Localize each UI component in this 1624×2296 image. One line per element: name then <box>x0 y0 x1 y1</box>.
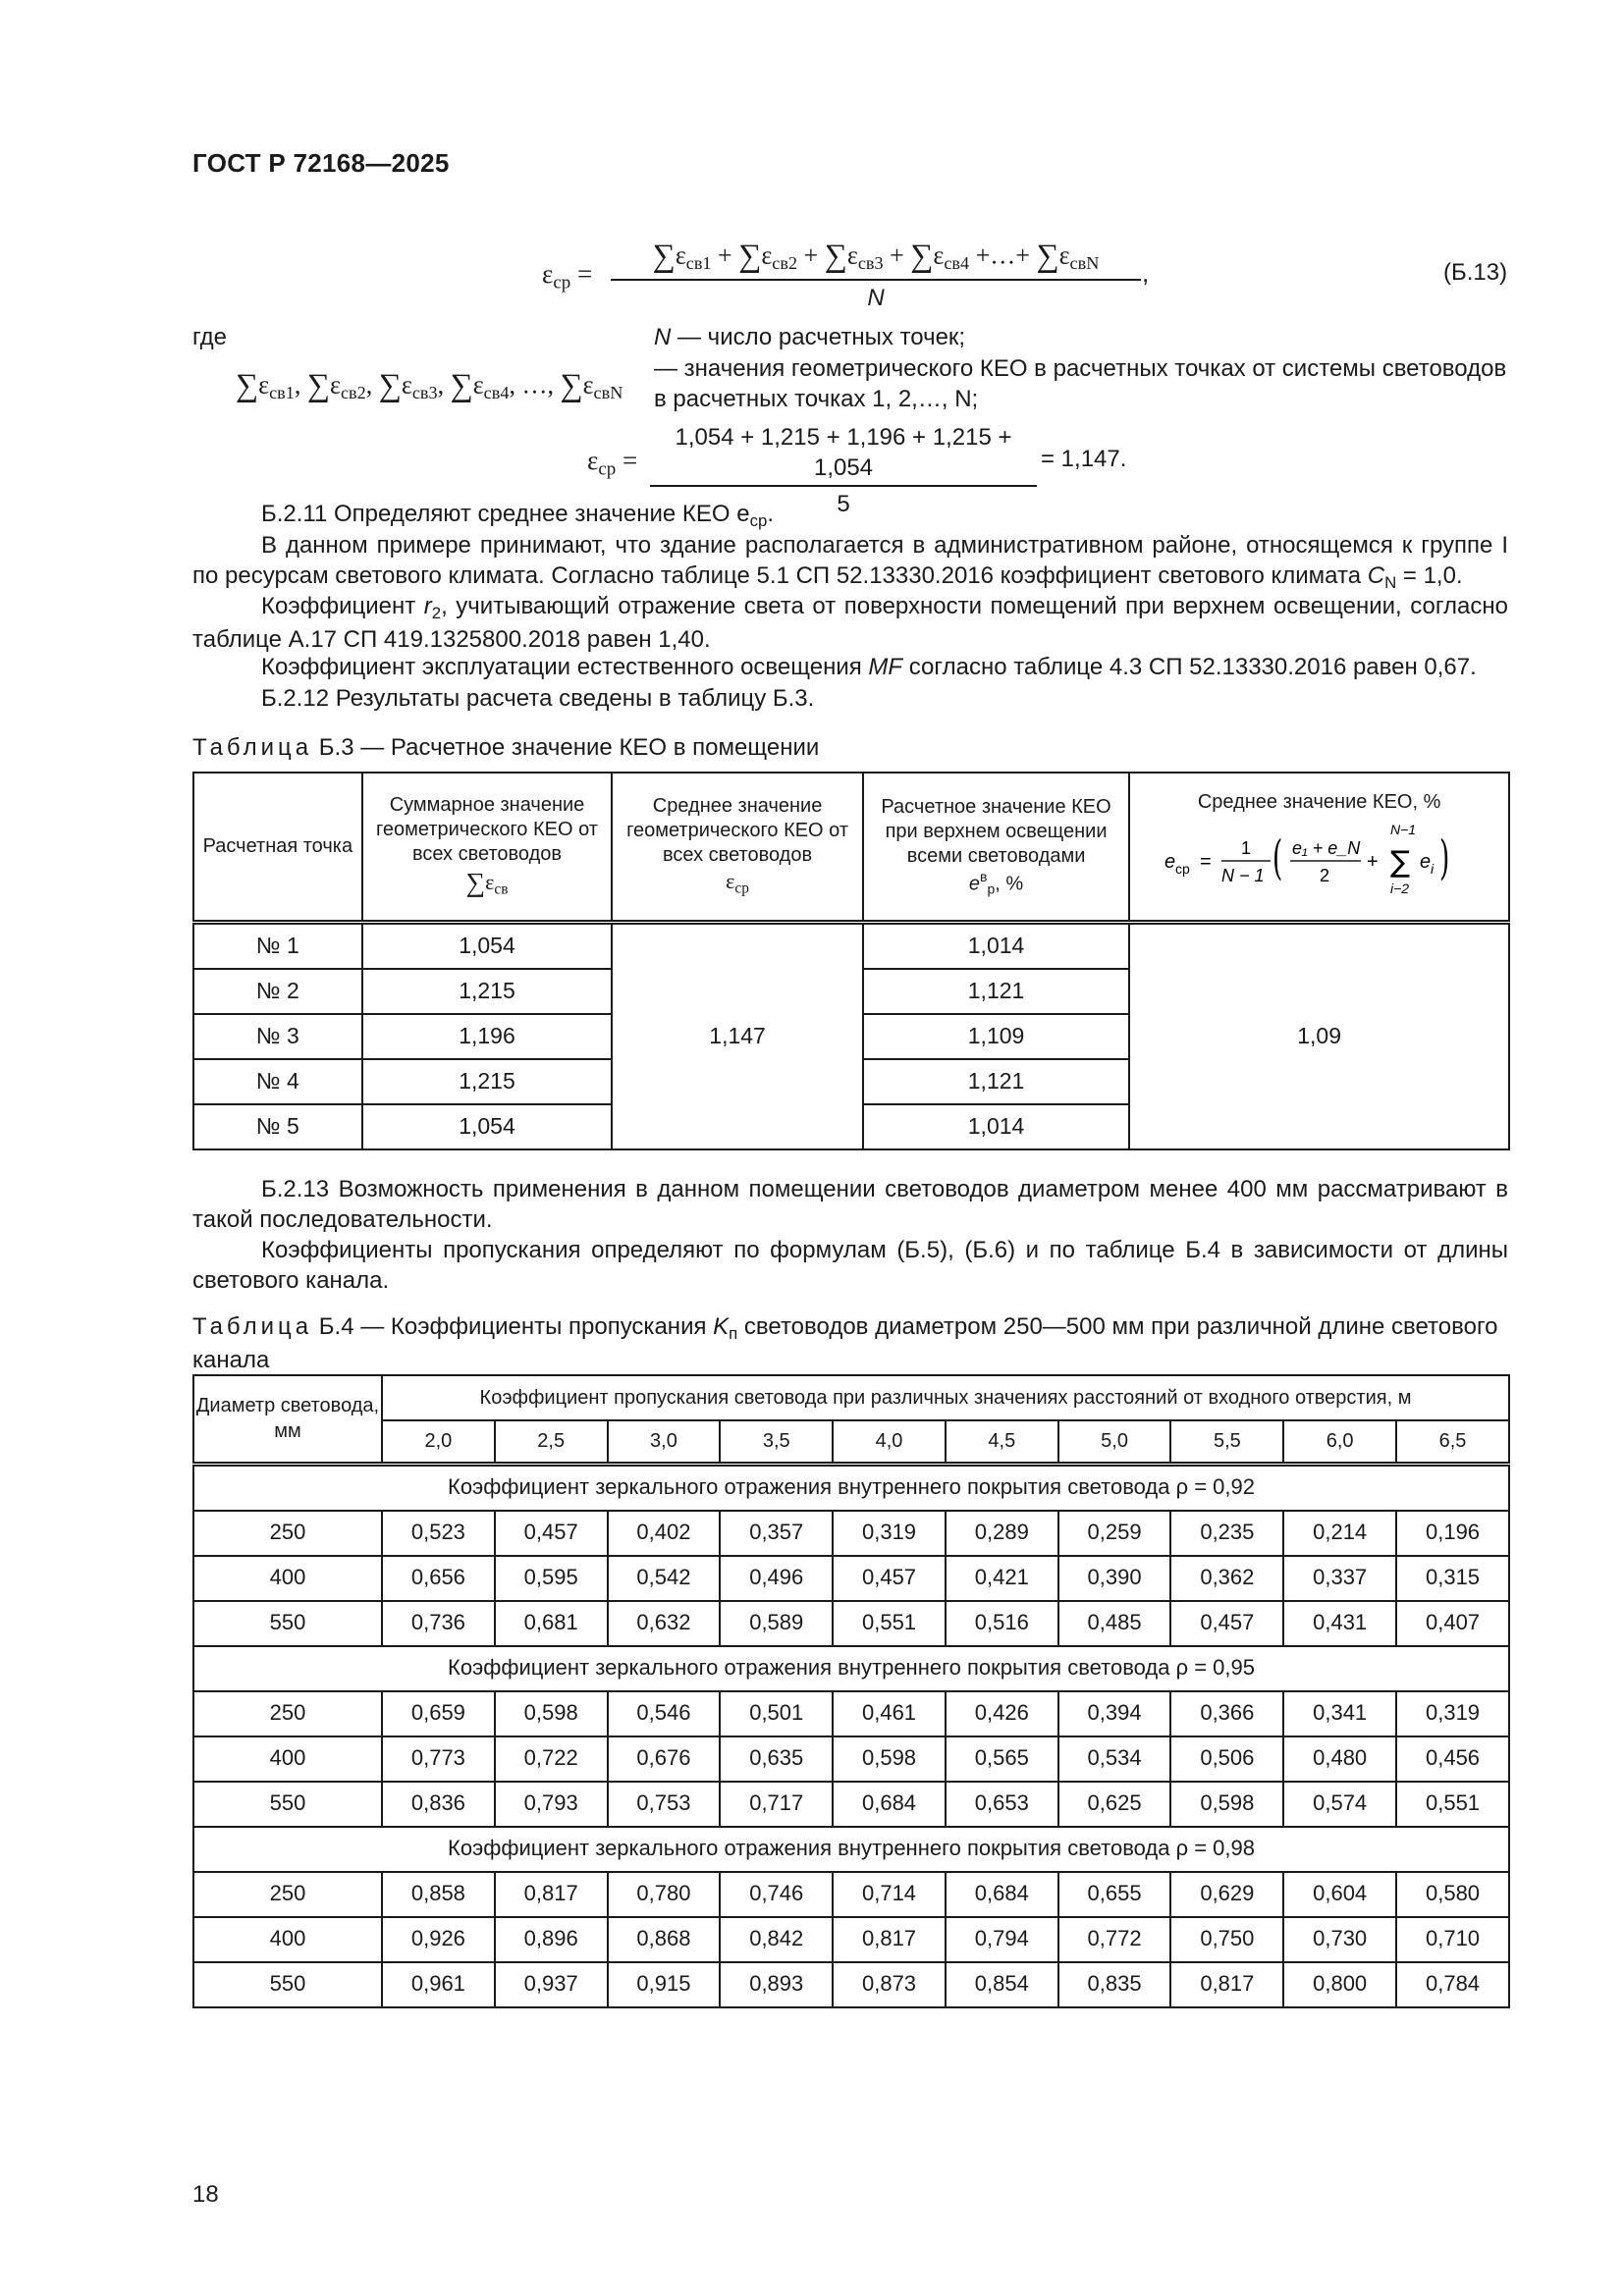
cell-sky: 1,109 <box>863 1014 1129 1059</box>
cell-value: 0,817 <box>1170 1962 1283 2007</box>
cell-value: 0,684 <box>833 1782 946 1827</box>
where-sum-description: — значения геометрического КЕО в расчетных точках от системы световодов в расчетных точках 1, 2,…, N; <box>654 355 1507 413</box>
cell-value: 0,289 <box>946 1511 1058 1556</box>
calc-lhs: $\varepsilon_{ср}$ = <box>587 446 638 480</box>
cell-diameter: 550 <box>193 1601 382 1646</box>
cell-sum: 1,215 <box>362 969 613 1014</box>
svg-text:N−1: N−1 <box>1389 821 1416 837</box>
cell-value: 0,800 <box>1283 1962 1396 2007</box>
cell-value: 0,542 <box>608 1556 721 1601</box>
cell-value: 0,625 <box>1058 1782 1171 1827</box>
cell-point: № 1 <box>193 922 362 969</box>
cell-diameter: 250 <box>193 1511 382 1556</box>
cell-value: 0,589 <box>720 1601 833 1646</box>
formula-b13-comma: , <box>1142 258 1150 288</box>
cell-sky: 1,121 <box>863 1059 1129 1104</box>
group-title: Коэффициент зеркального отражения внутреннего покрытия световода ρ = 0,98 <box>193 1827 1509 1872</box>
cell-value: 0,750 <box>1170 1917 1283 1962</box>
paragraph-r2: Коэффициент $r_2$, учитывающий отражение света от поверхности помещений при верхнем освещении, согласно таблице А.17 СП 419.1325800.2018 равен 1,40. <box>192 593 1508 653</box>
paragraph-b211: Б.2.11 Определяют среднее значение КЕО $e_{ср}$. <box>261 501 775 531</box>
distance-header: 6,5 <box>1396 1420 1509 1464</box>
cell-value: 0,793 <box>495 1782 608 1827</box>
cell-value: 0,362 <box>1170 1556 1283 1601</box>
svg-text:i: i <box>1430 860 1434 877</box>
table-b4-caption: Таблица Б.4 — Коэффициенты пропускания $K_п$ световодов диаметром 250—500 мм при различной длине светового канала <box>192 1313 1498 1373</box>
cell-value: 0,873 <box>833 1962 946 2007</box>
cell-value: 0,817 <box>495 1872 608 1917</box>
paragraph-b212: Б.2.12 Результаты расчета сведены в таблицу Б.3. <box>261 685 815 712</box>
cell-value: 0,394 <box>1058 1691 1171 1736</box>
distance-header: 3,5 <box>720 1420 833 1464</box>
cell-value: 0,319 <box>833 1511 946 1556</box>
cell-value: 0,717 <box>720 1782 833 1827</box>
cell-avg-keo: 1,09 <box>1129 922 1509 1149</box>
document-header: ГОСТ Р 72168—2025 <box>192 148 450 178</box>
cell-value: 0,390 <box>1058 1556 1171 1601</box>
svg-text:2: 2 <box>1319 865 1329 885</box>
distance-header: 3,0 <box>608 1420 721 1464</box>
cell-value: 0,480 <box>1283 1736 1396 1782</box>
table-row <box>193 1691 1509 1736</box>
table-b4-header-diameter: Диаметр световода, мм <box>193 1375 382 1464</box>
cell-value: 0,722 <box>495 1736 608 1782</box>
cell-value: 0,784 <box>1396 1962 1509 2007</box>
cell-value: 0,319 <box>1396 1691 1509 1736</box>
group-title-row <box>193 1827 1509 1872</box>
where-label: где <box>192 324 228 350</box>
cell-value: 0,259 <box>1058 1511 1171 1556</box>
cell-value: 0,676 <box>608 1736 721 1782</box>
cell-diameter: 250 <box>193 1691 382 1736</box>
cell-value: 0,753 <box>608 1782 721 1827</box>
table-b3-caption: Таблица Б.3 — Расчетное значение КЕО в помещении <box>192 734 820 761</box>
cell-value: 0,817 <box>833 1917 946 1962</box>
cell-value: 0,714 <box>833 1872 946 1917</box>
cell-value: 0,574 <box>1283 1782 1396 1827</box>
cell-value: 0,653 <box>946 1782 1058 1827</box>
table-row <box>193 1962 1509 2007</box>
table-row <box>193 922 1509 969</box>
cell-value: 0,710 <box>1396 1917 1509 1962</box>
page-number: 18 <box>192 2181 219 2208</box>
table-row <box>193 1601 1509 1646</box>
cell-diameter: 250 <box>193 1872 382 1917</box>
cell-value: 0,598 <box>495 1691 608 1736</box>
where-n-definition: N — число расчетных точек; <box>654 324 966 350</box>
paragraph-coefficients: Коэффициенты пропускания определяют по формулам (Б.5), (Б.6) и по таблице Б.4 в зависимости от длины светового канала. <box>192 1237 1508 1295</box>
svg-text:(: ( <box>1272 830 1282 886</box>
cell-value: 0,402 <box>608 1511 721 1556</box>
formula-b13-number: (Б.13) <box>1443 259 1508 286</box>
cell-point: № 5 <box>193 1104 362 1149</box>
cell-value: 0,893 <box>720 1962 833 2007</box>
sum-symbol: ∑ <box>652 239 676 274</box>
formula-b13-denominator: N <box>867 285 885 312</box>
sum-symbol: ∑ <box>824 239 847 274</box>
cell-value: 0,684 <box>946 1872 1058 1917</box>
cell-value: 0,780 <box>608 1872 721 1917</box>
table-b3-header-avg-keo: Среднее значение КЕО, % e ср = 1 N − 1 ( e₁ + e_N 2 + N−1 ∑ i−2 e i ) <box>1129 773 1509 922</box>
cell-value: 0,580 <box>1396 1872 1509 1917</box>
cell-value: 0,366 <box>1170 1691 1283 1736</box>
distance-header: 2,5 <box>495 1420 608 1464</box>
group-title-row <box>193 1464 1509 1511</box>
cell-value: 0,426 <box>946 1691 1058 1736</box>
cell-value: 0,656 <box>382 1556 495 1601</box>
svg-text:∑: ∑ <box>1389 844 1410 880</box>
cell-value: 0,595 <box>495 1556 608 1601</box>
table-row <box>193 1511 1509 1556</box>
cell-sky: 1,121 <box>863 969 1129 1014</box>
cell-sum: 1,054 <box>362 1104 613 1149</box>
svg-text:e₁ + e_N: e₁ + e_N <box>1291 837 1360 858</box>
cell-value: 0,736 <box>382 1601 495 1646</box>
cell-value: 0,501 <box>720 1691 833 1736</box>
formula-b13-lhs: $\varepsilon_{ср}$ = <box>542 259 593 294</box>
table-row <box>193 1872 1509 1917</box>
cell-value: 0,681 <box>495 1601 608 1646</box>
table-row <box>193 1556 1509 1601</box>
cell-value: 0,341 <box>1283 1691 1396 1736</box>
cell-value: 0,235 <box>1170 1511 1283 1556</box>
cell-value: 0,835 <box>1058 1962 1171 2007</box>
cell-value: 0,457 <box>1170 1601 1283 1646</box>
cell-value: 0,854 <box>946 1962 1058 2007</box>
cell-value: 0,357 <box>720 1511 833 1556</box>
distance-header: 5,5 <box>1170 1420 1283 1464</box>
cell-value: 0,896 <box>495 1917 608 1962</box>
cell-value: 0,598 <box>1170 1782 1283 1827</box>
cell-value: 0,773 <box>382 1736 495 1782</box>
table-row <box>193 1917 1509 1962</box>
paragraph-example: В данном примере принимают, что здание располагается в административном районе, относящемся к группе I по ресурсам светового климата. Согласно таблице 5.1 СП 52.13330.2016 коэффициент светового климата $C_N = 1,0$. <box>192 532 1508 593</box>
cell-value: 0,746 <box>720 1872 833 1917</box>
cell-value: 0,214 <box>1283 1511 1396 1556</box>
cell-value: 0,516 <box>946 1601 1058 1646</box>
cell-value: 0,534 <box>1058 1736 1171 1782</box>
cell-diameter: 550 <box>193 1962 382 2007</box>
cell-value: 0,196 <box>1396 1511 1509 1556</box>
svg-text:1: 1 <box>1240 837 1251 858</box>
cell-diameter: 400 <box>193 1556 382 1601</box>
table-b3-header-point: Расчетная точка <box>193 773 362 922</box>
svg-text:): ) <box>1438 830 1449 886</box>
cell-value: 0,551 <box>833 1601 946 1646</box>
sum-symbol: ∑ <box>1036 239 1059 274</box>
paragraph-b213: Б.2.13 Возможность применения в данном помещении световодов диаметром менее 400 мм рассматривают в такой последовательности. <box>192 1176 1508 1234</box>
cell-point: № 2 <box>193 969 362 1014</box>
distance-header: 2,0 <box>382 1420 495 1464</box>
cell-sky: 1,014 <box>863 922 1129 969</box>
calc-numerator: 1,054 + 1,215 + 1,196 + 1,215 + 1,054 <box>650 422 1037 487</box>
paragraph-mf: Коэффициент эксплуатации естественного освещения MF согласно таблице 4.3 СП 52.13330.2016 равен 0,67. <box>261 654 1477 680</box>
svg-text:ср: ср <box>1174 860 1190 877</box>
cell-value: 0,730 <box>1283 1917 1396 1962</box>
cell-value: 0,632 <box>608 1601 721 1646</box>
table-b3-header-sum: Суммарное значение геометрического КЕО от всех световодов $\sum\varepsilon_{св}$ <box>362 773 613 922</box>
table-b4-header-group: Коэффициент пропускания световода при различных значениях расстояний от входного отверстия, м <box>382 1375 1509 1420</box>
cell-value: 0,337 <box>1283 1556 1396 1601</box>
cell-value: 0,915 <box>608 1962 721 2007</box>
cell-value: 0,961 <box>382 1962 495 2007</box>
group-title-row <box>193 1646 1509 1691</box>
cell-value: 0,456 <box>1396 1736 1509 1782</box>
cell-sky: 1,014 <box>863 1104 1129 1149</box>
cell-value: 0,926 <box>382 1917 495 1962</box>
cell-value: 0,629 <box>1170 1872 1283 1917</box>
cell-value: 0,836 <box>382 1782 495 1827</box>
cell-sum: 1,054 <box>362 922 613 969</box>
svg-text:+: + <box>1366 850 1379 873</box>
sum-symbol: ∑ <box>738 239 762 274</box>
calc-result: = 1,147. <box>1041 446 1127 472</box>
cell-sum: 1,196 <box>362 1014 613 1059</box>
cell-value: 0,655 <box>1058 1872 1171 1917</box>
cell-value: 0,937 <box>495 1962 608 2007</box>
cell-diameter: 400 <box>193 1736 382 1782</box>
distance-header: 4,0 <box>833 1420 946 1464</box>
table-b3 <box>192 772 1510 1150</box>
distance-header: 6,0 <box>1283 1420 1396 1464</box>
cell-value: 0,461 <box>833 1691 946 1736</box>
cell-value: 0,315 <box>1396 1556 1509 1601</box>
table-b3-header-avg-geom: Среднее значение геометрического КЕО от всех световодов $\varepsilon_{ср}$ <box>612 773 863 922</box>
cell-point: № 3 <box>193 1014 362 1059</box>
formula-b13-fraction <box>611 236 1141 313</box>
table-b4 <box>192 1374 1510 2008</box>
cell-value: 0,565 <box>946 1736 1058 1782</box>
cell-diameter: 400 <box>193 1917 382 1962</box>
formula-b13-numerator: $\sum\varepsilon_{св1} + \sum\varepsilon_{св2} + \sum\varepsilon_{св3} + \sum\varepsilon_{св4}$ +…+ $\sum\varepsilon_{свN}$ <box>611 236 1141 281</box>
group-title: Коэффициент зеркального отражения внутреннего покрытия световода ρ = 0,95 <box>193 1646 1509 1691</box>
cell-value: 0,506 <box>1170 1736 1283 1782</box>
calc-denominator: 5 <box>837 491 850 518</box>
cell-value: 0,772 <box>1058 1917 1171 1962</box>
cell-value: 0,431 <box>1283 1601 1396 1646</box>
avg-keo-formula <box>1163 819 1477 903</box>
svg-text:e: e <box>1419 850 1431 873</box>
distance-header: 5,0 <box>1058 1420 1171 1464</box>
cell-value: 0,546 <box>608 1691 721 1736</box>
cell-value: 0,496 <box>720 1556 833 1601</box>
sum-symbol: ∑ <box>910 239 934 274</box>
cell-value: 0,457 <box>833 1556 946 1601</box>
cell-value: 0,842 <box>720 1917 833 1962</box>
cell-value: 0,868 <box>608 1917 721 1962</box>
cell-value: 0,551 <box>1396 1782 1509 1827</box>
cell-value: 0,421 <box>946 1556 1058 1601</box>
cell-value: 0,485 <box>1058 1601 1171 1646</box>
table-row <box>193 1782 1509 1827</box>
distance-header: 4,5 <box>946 1420 1058 1464</box>
svg-text:N − 1: N − 1 <box>1220 865 1265 885</box>
cell-value: 0,659 <box>382 1691 495 1736</box>
cell-sum: 1,215 <box>362 1059 613 1104</box>
cell-value: 0,407 <box>1396 1601 1509 1646</box>
cell-value: 0,598 <box>833 1736 946 1782</box>
cell-value: 0,858 <box>382 1872 495 1917</box>
cell-value: 0,794 <box>946 1917 1058 1962</box>
cell-point: № 4 <box>193 1059 362 1104</box>
cell-value: 0,635 <box>720 1736 833 1782</box>
svg-text:e: e <box>1164 850 1175 873</box>
table-b3-header-sky: Расчетное значение КЕО при верхнем освещении всеми световодами $e^в_р$, % <box>863 773 1129 922</box>
cell-value: 0,457 <box>495 1511 608 1556</box>
where-sum-list: $\sum\varepsilon_{св1}$, $\sum\varepsilon_{св2}$, $\sum\varepsilon_{св3}$, $\sum\varepsilon_{св4}$, …, $\sum\varepsilon_{свN}$ <box>236 368 623 403</box>
cell-value: 0,604 <box>1283 1872 1396 1917</box>
cell-diameter: 550 <box>193 1782 382 1827</box>
cell-avg-geom: 1,147 <box>612 922 863 1149</box>
table-row <box>193 1736 1509 1782</box>
cell-value: 0,523 <box>382 1511 495 1556</box>
svg-text:i−2: i−2 <box>1389 880 1409 896</box>
svg-text:=: = <box>1199 850 1212 873</box>
group-title: Коэффициент зеркального отражения внутреннего покрытия световода ρ = 0,92 <box>193 1464 1509 1511</box>
